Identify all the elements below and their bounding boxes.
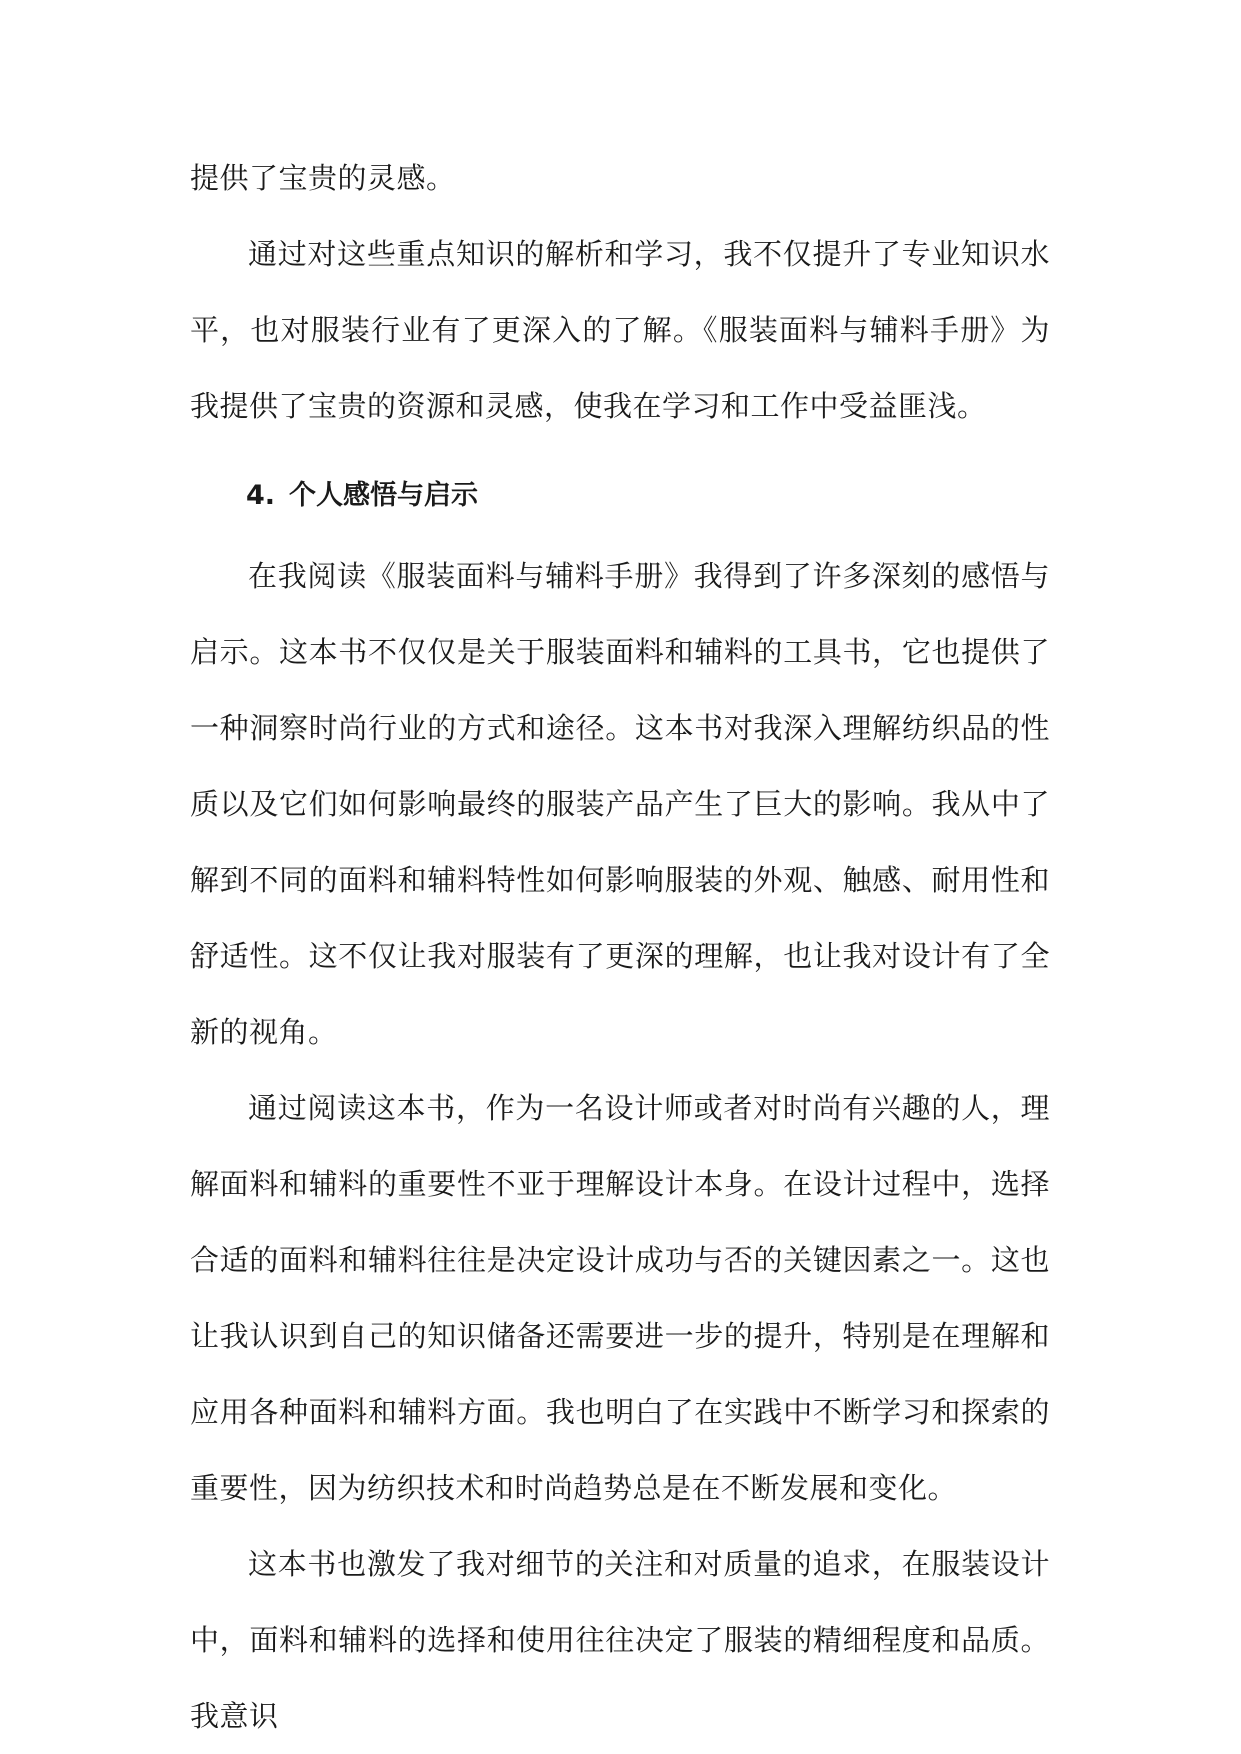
document-body <box>190 140 1050 1754</box>
paragraph-importance: 通过阅读这本书，作为一名设计师或者对时尚有兴趣的人，理解面料和辅料的重要性不亚于理解设计本身。在设计过程中，选择合适的面料和辅料往往是决定设计成功与否的关键因素之一。这也让我认识到自己的知识储备还需要进一步的提升，特别是在理解和应用各种面料和辅料方面。我也明白了在实践中不断学习和探索的重要性，因为纺织技术和时尚趋势总是在不断发展和变化。 <box>190 1091 1050 1505</box>
paragraph-detail: 这本书也激发了我对细节的关注和对质量的追求，在服装设计中，面料和辅料的选择和使用往往决定了服装的精细程度和品质。我意识 <box>190 1547 1050 1733</box>
paragraph-reflection: 在我阅读《服装面料与辅料手册》我得到了许多深刻的感悟与启示。这本书不仅仅是关于服装面料和辅料的工具书，它也提供了一种洞察时尚行业的方式和途径。这本书对我深入理解纺织品的性质以及它们如何影响最终的服装产品产生了巨大的影响。我从中了解到不同的面料和辅料特性如何影响服装的外观、触感、耐用性和舒适性。这不仅让我对服装有了更深的理解，也让我对设计有了全新的视角。 <box>190 559 1050 1049</box>
section-heading <box>190 458 1050 534</box>
paragraph-continuation: 提供了宝贵的灵感。 <box>190 161 456 195</box>
paragraph-summary: 通过对这些重点知识的解析和学习，我不仅提升了专业知识水平，也对服装行业有了更深入的了解。《服装面料与辅料手册》为我提供了宝贵的资源和灵感，使我在学习和工作中受益匪浅。 <box>190 237 1050 423</box>
section-number: 4. <box>246 480 276 511</box>
section-title: 个人感悟与启示 <box>289 480 479 511</box>
